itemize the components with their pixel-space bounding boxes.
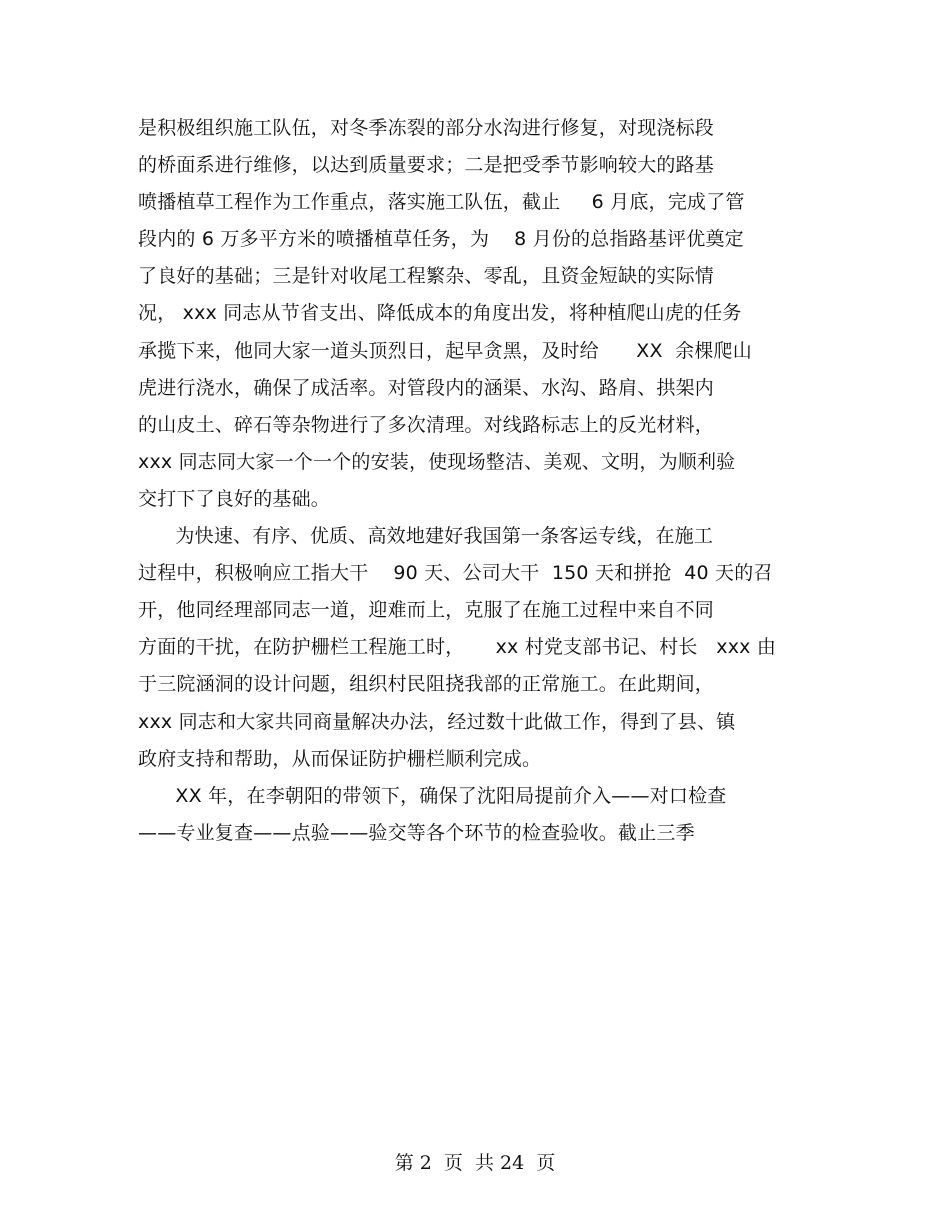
text-line: 段内的 6 万多平方米的喷播植草任务，为 8 月份的总指路基评优奠定 — [138, 228, 744, 251]
text-line: 是积极组织施工队伍，对冬季冻裂的部分水沟进行修复，对现浇标段 — [138, 117, 715, 139]
page-number-footer: 第 2 页 共 24 页 — [394, 1152, 556, 1174]
text-line: 虎进行浇水，确保了成活率。对管段内的涵渠、水沟、路肩、拱架内 — [138, 376, 715, 399]
text-line: xxx 同志和大家共同商量解决办法，经过数十此做工作，得到了县、镇 — [138, 710, 736, 733]
text-line: 开，他同经理部同志一道，迎难而上，克服了在施工过程中来自不同 — [138, 599, 715, 622]
text-line: 为快速、有序、优质、高效地建好我国第一条客运专线，在施工 — [138, 525, 714, 548]
text-line: xxx 同志同大家一个一个的安装，使现场整洁、美观、文明，为顺利验 — [138, 450, 736, 473]
text-line: 政府支持和帮助，从而保证防护栅栏顺利完成。 — [138, 747, 542, 770]
text-line: 了良好的基础；三是针对收尾工程繁杂、零乱，且资金短缺的实际情 — [138, 265, 715, 288]
text-line: 承揽下来，他同大家一道头顶烈日，起早贪黑，及时给 XX 余棵爬山 — [138, 339, 752, 362]
text-line: 方面的干扰，在防护栅栏工程施工时， xx 村党支部书记、村长 xxx 由 — [138, 636, 777, 659]
text-line: 的桥面系进行维修，以达到质量要求；二是把受季节影响较大的路基 — [138, 154, 715, 177]
text-line: 交打下了良好的基础。 — [138, 487, 331, 510]
text-line: ——专业复查——点验——验交等各个环节的检查验收。截止三季 — [138, 821, 695, 844]
text-line: 的山皮土、碎石等杂物进行了多次清理。对线路标志上的反光材料， — [138, 413, 715, 436]
body-text — [138, 110, 818, 852]
text-line: XX 年，在李朝阳的带领下，确保了沈阳局提前介入——对口检查 — [138, 784, 727, 807]
text-line: 况， xxx 同志从节省支出、降低成本的角度出发，将种植爬山虎的任务 — [138, 302, 742, 325]
text-line: 过程中，积极响应工指大干 90 天、公司大干 150 天和拼抢 40 天的召 — [138, 562, 773, 585]
text-line: 于三院涵洞的设计问题，组织村民阻挠我部的正常施工。在此期间， — [138, 673, 715, 696]
text-line: 喷播植草工程作为工作重点，落实施工队伍，截止 6 月底，完成了管 — [138, 191, 745, 214]
